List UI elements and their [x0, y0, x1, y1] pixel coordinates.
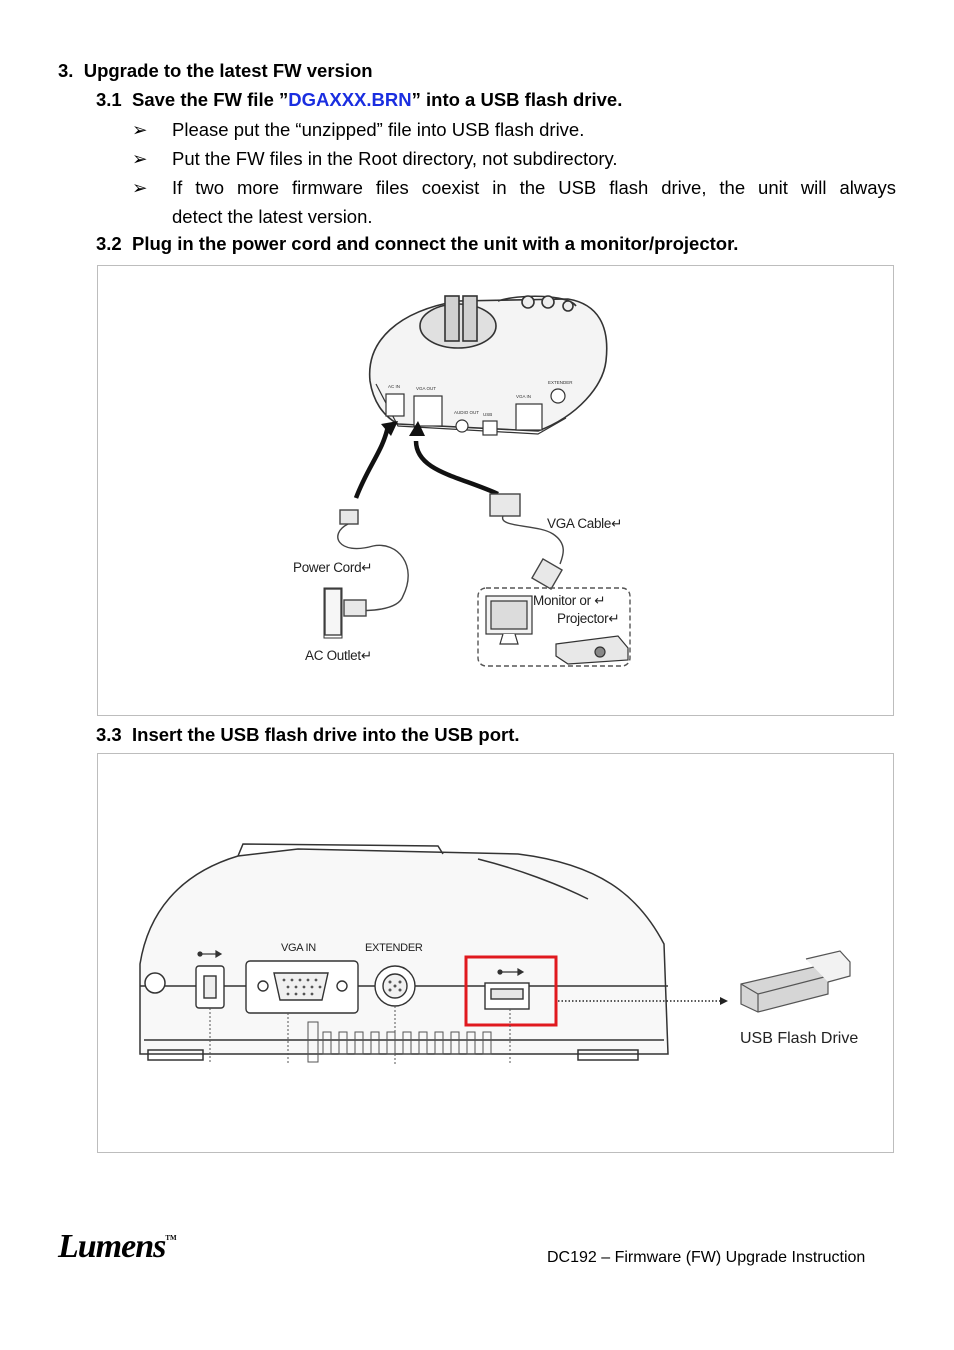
step-3-2-heading [96, 233, 738, 255]
usb-a-port [485, 983, 529, 1009]
connection-diagram-illustration [98, 266, 893, 715]
step-3-1-heading [96, 89, 622, 111]
step-prefix: Save the FW file ” [132, 89, 289, 110]
lumens-logo [58, 1228, 177, 1266]
section-number: 3. [58, 60, 74, 81]
bullet-text: Please put the “unzipped” file into USB flash drive. [172, 119, 585, 140]
vga-cable-label: VGA Cable↵ [547, 516, 623, 531]
port-label: USB [483, 412, 493, 417]
bullet-arrow-icon: ➢ [132, 177, 148, 198]
bullet-text: Put the FW files in the Root directory, not subdirectory. [172, 148, 618, 169]
usb-port-diagram [97, 753, 894, 1153]
usb-port-illustration [98, 754, 893, 1152]
port-label: AC IN [388, 384, 401, 389]
audio-port-icon [145, 973, 165, 993]
step-title: Insert the USB flash drive into the USB port. [132, 724, 520, 745]
vga-in-port [246, 961, 358, 1013]
step-number: 3.1 [96, 89, 122, 110]
vga-in-label: VGA IN [281, 942, 316, 954]
step-number: 3.3 [96, 724, 122, 745]
connection-arrows [356, 426, 498, 498]
vga-cable [490, 494, 563, 589]
bullet-arrow-icon: ➢ [132, 148, 148, 169]
extender-label: EXTENDER [365, 942, 423, 954]
trademark-mark: TM [165, 1234, 177, 1242]
projector-icon [556, 636, 628, 664]
power-cord-label: Power Cord↵ [293, 560, 373, 575]
port-label: AUDIO OUT [454, 410, 480, 415]
section-title: Upgrade to the latest FW version [83, 60, 373, 81]
port-label: EXTENDER [548, 380, 573, 385]
logo-text: Lumens [58, 1228, 166, 1265]
port-label: VGA OUT [416, 386, 437, 391]
step-3-3-heading [96, 724, 520, 746]
pointer-arrow-icon [720, 997, 728, 1005]
ac-outlet-label: AC Outlet↵ [305, 648, 372, 663]
usb-flash-drive-icon [741, 951, 850, 1012]
bullet-text-line1: If two more firmware files coexist in the USB flash drive, the unit will always [172, 177, 896, 198]
bullet-arrow-icon: ➢ [132, 119, 148, 140]
usb-flash-drive-label: USB Flash Drive [740, 1030, 859, 1047]
step-title: Plug in the power cord and connect the unit with a monitor/projector. [132, 233, 739, 254]
port-label: VGA IN [516, 394, 532, 399]
monitor-icon [486, 596, 532, 644]
connection-diagram [97, 265, 894, 716]
usb-b-port [196, 966, 224, 1008]
step-suffix: ” into a USB flash drive. [411, 89, 623, 110]
firmware-filename: DGAXXX.BRN [288, 89, 412, 110]
section-heading [58, 60, 373, 82]
document-title: DC192 – Firmware (FW) Upgrade Instruction [547, 1249, 866, 1266]
monitor-label: Monitor or ↵ [533, 593, 606, 608]
projector-label: Projector↵ [557, 611, 620, 626]
bullet-text-line2: detect the latest version. [172, 206, 373, 227]
step-number: 3.2 [96, 233, 122, 254]
